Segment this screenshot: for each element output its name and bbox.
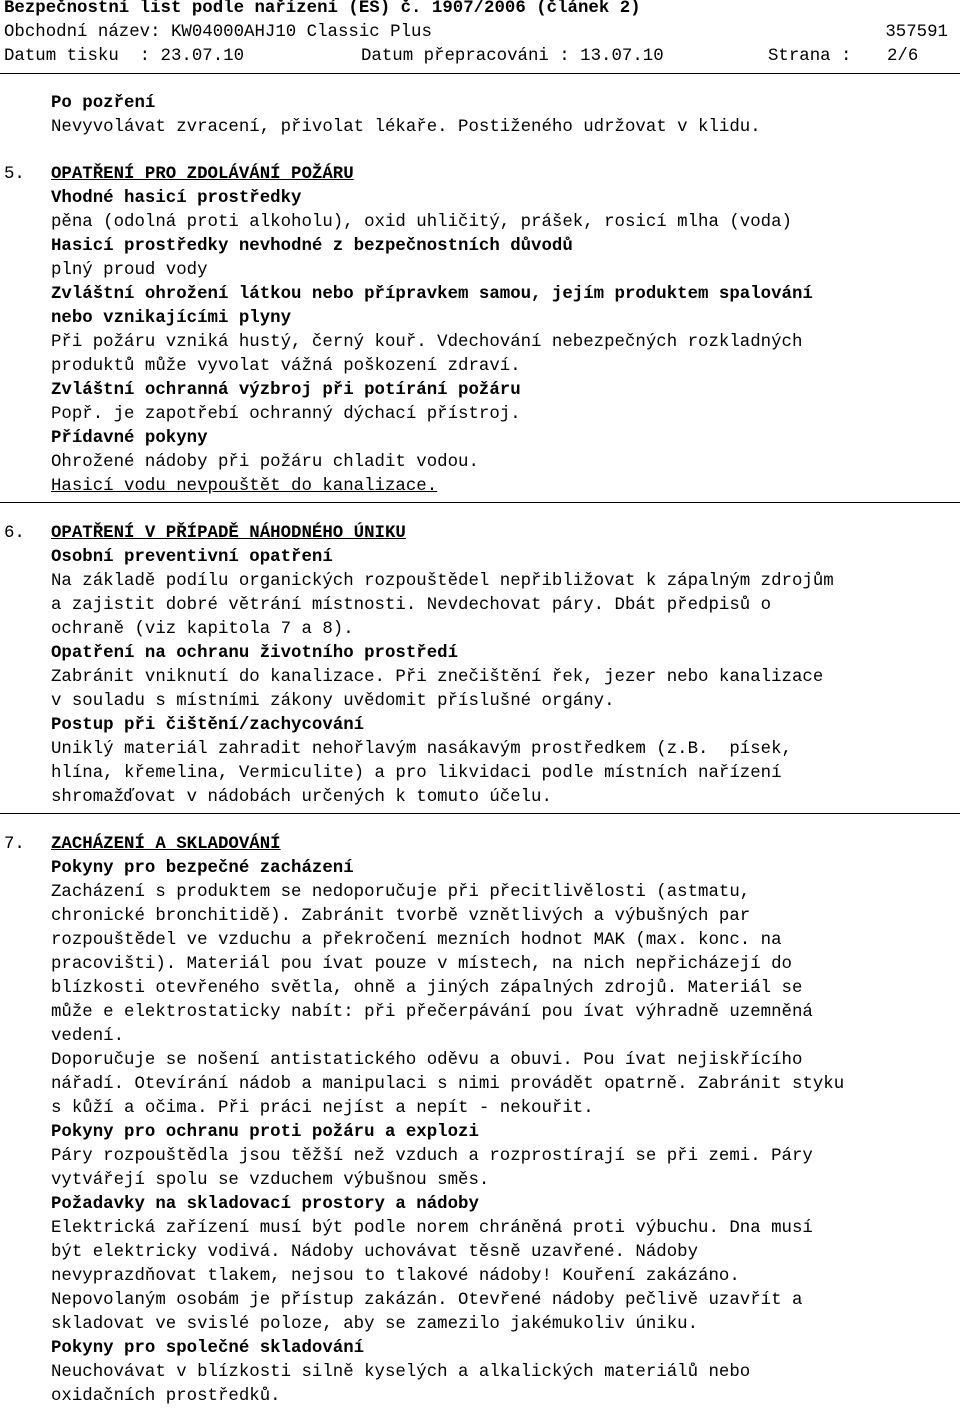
section-5-divider [0, 502, 960, 503]
safe-handling-line: s kůží a očima. Při práci nejíst a nepít - nekouřit. [51, 1099, 594, 1118]
page-number: 2/6 [887, 47, 919, 66]
additional-info-text-1: Ohrožené nádoby při požáru chladit vodou. [51, 453, 479, 472]
section-5 [4, 163, 956, 499]
storage-requirements-line: nevyprazdňovat tlakem, nejsou to tlakové nádoby! Kouření zakázáno. [51, 1267, 740, 1286]
special-hazards-text-2: produktů může vyvolat vážná poškození zdraví. [51, 357, 521, 376]
joint-storage-line: Neuchovávat v blízkosti silně kyselých a alkalických materiálů nebo [51, 1363, 751, 1382]
section-6-title: OPATŘENÍ V PŘÍPADĚ NÁHODNÉHO ÚNIKU [51, 524, 406, 543]
unsuitable-media-text: plný proud vody [51, 261, 208, 280]
environmental-precautions-heading: Opatření na ochranu životního prostředí [51, 644, 459, 663]
safe-handling-heading: Pokyny pro bezpečné zacházení [51, 859, 354, 878]
environmental-precautions-text-1: Zabránit vniknutí do kanalizace. Při znečištění řek, jezer nebo kanalizace [51, 668, 824, 687]
safe-handling-line: vedení. [51, 1027, 125, 1046]
header-row-dates [4, 45, 956, 69]
document-title: Bezpečnostní list podle nařízení (ES) č. 1907/2006 (článek 2) [4, 0, 641, 18]
joint-storage-line: oxidačních prostředků. [51, 1387, 281, 1406]
section-7-number: 7. [4, 835, 25, 854]
section-5-title: OPATŘENÍ PRO ZDOLÁVÁNÍ POŽÁRU [51, 165, 354, 184]
safe-handling-line: Doporučuje se nošení antistatického oděvu a obuvi. Pou ívat nejiskřícího [51, 1051, 803, 1070]
product-code: 357591 [885, 23, 948, 42]
ingestion-heading: Po pozření [51, 94, 156, 113]
special-hazards-text-1: Při požáru vzniká hustý, černý kouř. Vdechování nebezpečných rozkladných [51, 333, 803, 352]
storage-requirements-line: skladovat ve svislé poloze, aby se zamezilo jakémukoliv úniku. [51, 1315, 699, 1334]
section-5-number: 5. [4, 165, 25, 184]
suitable-media-text: pěna (odolná proti alkoholu), oxid uhličitý, prášek, rosicí mlha (voda) [51, 213, 792, 232]
storage-requirements-line: být elektricky vodivá. Nádoby uchovávat těsně uzavřené. Nádoby [51, 1243, 699, 1262]
cleanup-text-1: Uniklý materiál zahradit nehořlavým nasákavým prostředkem (z.B. písek, [51, 740, 792, 759]
storage-requirements-line: Elektrická zařízení musí být podle norem chráněná proti výbuchu. Dna musí [51, 1219, 813, 1238]
safe-handling-line: může e elektrostaticky nabít: při přečerpávání pou ívat výhradně uzemněná [51, 1003, 813, 1022]
personal-precautions-text-2: a zajistit dobré větrání místnosti. Nevdechovat páry. Dbát předpisů o [51, 596, 772, 615]
section-7 [4, 833, 956, 1409]
special-hazards-heading-2: nebo vznikajícími plyny [51, 309, 292, 328]
protective-equipment-heading: Zvláštní ochranná výzbroj při potírání požáru [51, 381, 521, 400]
additional-info-heading: Přídavné pokyny [51, 429, 208, 448]
section-6-divider [0, 813, 960, 814]
fire-protection-heading: Pokyny pro ochranu proti požáru a explozi [51, 1123, 479, 1142]
ingestion-block [4, 92, 956, 140]
additional-info-text-2: Hasicí vodu nevpouštět do kanalizace. [51, 477, 438, 496]
suitable-media-heading: Vhodné hasicí prostředky [51, 189, 302, 208]
header-divider [0, 73, 960, 74]
cleanup-text-3: shromažďovat v nádobách určených k tomuto účelu. [51, 788, 552, 807]
section-6-number: 6. [4, 524, 25, 543]
safe-handling-line: chronické bronchitidě). Zabránit tvorbě vznětlivých a výbušných par [51, 907, 751, 926]
personal-precautions-text-1: Na základě podílu organických rozpouštědel nepřibližovat k zápalným zdrojům [51, 572, 834, 591]
personal-precautions-heading: Osobní preventivní opatření [51, 548, 333, 567]
fire-protection-line: Páry rozpouštědla jsou těžší než vzduch a rozprostírají se při zemi. Páry [51, 1147, 813, 1166]
section-7-title: ZACHÁZENÍ A SKLADOVÁNÍ [51, 835, 281, 854]
special-hazards-heading-1: Zvláštní ohrožení látkou nebo přípravkem samou, jejím produktem spalování [51, 285, 813, 304]
safe-handling-line: Zacházení s produktem se nedoporučuje při přecitlivělosti (astmatu, [51, 883, 751, 902]
joint-storage-heading: Pokyny pro společné skladování [51, 1339, 365, 1358]
safe-handling-line: rozpouštědel ve vzduchu a překročení mezních hodnot MAK (max. konc. na [51, 931, 782, 950]
section-6 [4, 522, 956, 810]
page-label: Strana : [768, 47, 852, 66]
storage-requirements-heading: Požadavky na skladovací prostory a nádoby [51, 1195, 479, 1214]
environmental-precautions-text-2: v souladu s místními zákony uvědomit příslušné orgány. [51, 692, 615, 711]
trade-name: Obchodní název: KW04000AHJ10 Classic Plus [4, 23, 432, 42]
ingestion-text: Nevyvolávat zvracení, přivolat lékaře. Postiženého udržovat v klidu. [51, 118, 761, 137]
header-row-product [4, 21, 956, 45]
unsuitable-media-heading: Hasicí prostředky nevhodné z bezpečnostních důvodů [51, 237, 573, 256]
safe-handling-line: nářadí. Otevírání nádob a manipulaci s nimi provádět opatrně. Zabránit styku [51, 1075, 845, 1094]
safe-handling-line: blízkosti otevřeného světla, ohně a jiných zápalných zdrojů. Materiál se [51, 979, 803, 998]
protective-equipment-text: Popř. je zapotřebí ochranný dýchací přístroj. [51, 405, 521, 424]
cleanup-heading: Postup při čištění/zachycování [51, 716, 365, 735]
cleanup-text-2: hlína, křemelina, Vermiculite) a pro likvidaci podle místních nařízení [51, 764, 782, 783]
document-header [4, 0, 956, 69]
storage-requirements-line: Nepovolaným osobám je přístup zakázán. Otevřené nádoby pečlivě uzavřít a [51, 1291, 803, 1310]
revision-date: Datum přepracováni : 13.07.10 [361, 47, 664, 66]
fire-protection-line: vytvářejí spolu se vzduchem výbušnou směs. [51, 1171, 490, 1190]
safe-handling-line: pracovišti). Materiál pou ívat pouze v místech, na nich nepřicházejí do [51, 955, 792, 974]
print-date: Datum tisku : 23.07.10 [4, 47, 245, 66]
personal-precautions-text-3: ochraně (viz kapitola 7 a 8). [51, 620, 354, 639]
